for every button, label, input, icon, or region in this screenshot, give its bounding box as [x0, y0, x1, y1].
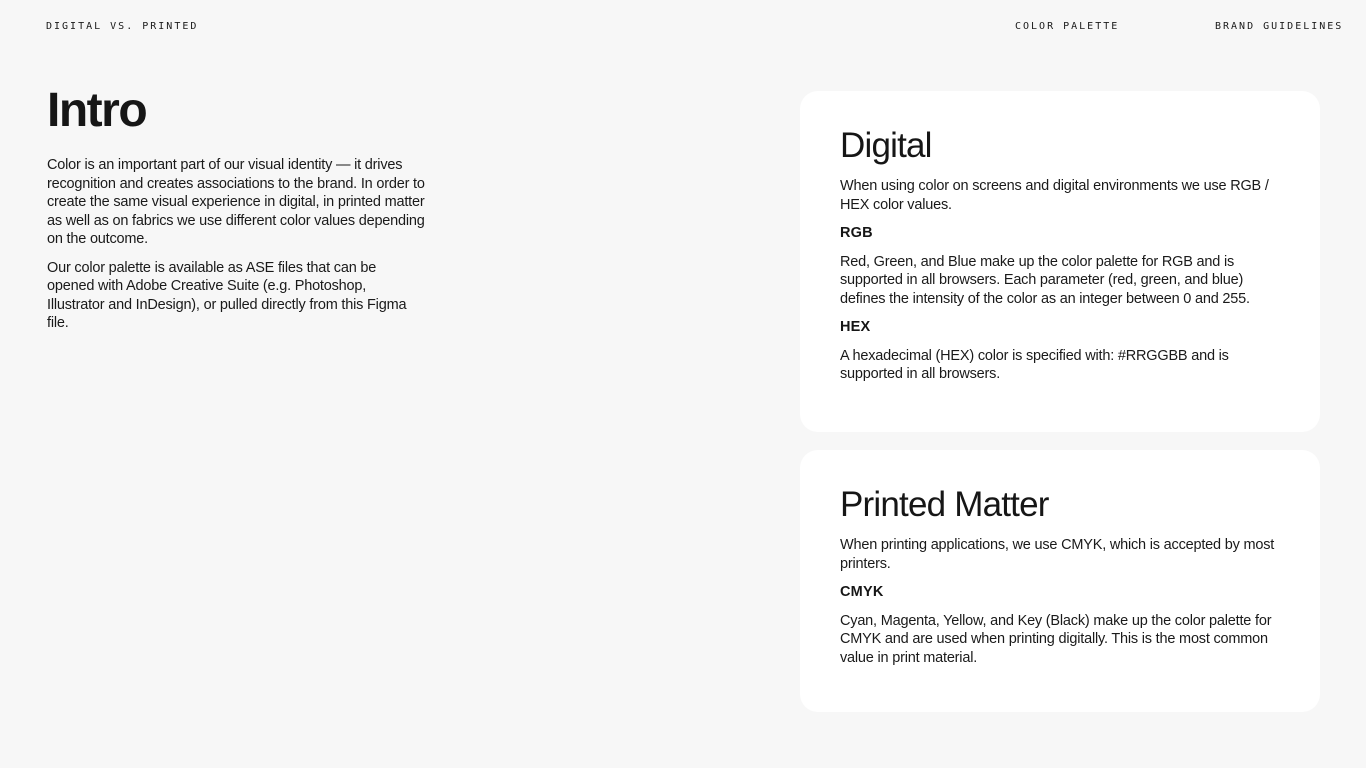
printed-title: Printed Matter — [840, 485, 1049, 524]
section-label: DIGITAL VS. PRINTED — [46, 21, 199, 32]
intro-title: Intro — [47, 84, 147, 137]
intro-paragraph-2: Our color palette is available as ASE files that can be opened with Adobe Creative Suite (e.g. Photoshop, Illustrator and InDesign), or pulled directly from this Figma file. — [47, 259, 407, 331]
intro-paragraph-1: Color is an important part of our visual identity — it drives recognition and creates associations to the brand. In order to create the same visual experience in digital, in printed matter as well as on fabrics we use different color values depending on the outcome. — [47, 157, 425, 247]
digital-title: Digital — [840, 126, 932, 165]
rgb-heading: RGB — [840, 225, 873, 241]
digital-card — [800, 91, 1320, 432]
chapter-label: COLOR PALETTE — [1015, 21, 1120, 32]
document-label: BRAND GUIDELINES — [1215, 21, 1344, 32]
cmyk-heading: CMYK — [840, 584, 884, 600]
top-bar — [0, 21, 1366, 35]
printed-matter-card — [800, 450, 1320, 712]
intro-section — [47, 80, 427, 343]
printed-description: When printing applications, we use CMYK, which is accepted by most printers. — [840, 537, 1275, 572]
hex-text: A hexadecimal (HEX) color is specified with: #RRGGBB and is supported in all browsers. — [840, 347, 1229, 382]
digital-description: When using color on screens and digital environments we use RGB / HEX color values. — [840, 178, 1269, 213]
rgb-text: Red, Green, and Blue make up the color palette for RGB and is supported in all browsers. Each parameter (red, green, and blue) defines the intensity of the color as an integer between 0 and 255. — [840, 253, 1250, 307]
cmyk-text: Cyan, Magenta, Yellow, and Key (Black) make up the color palette for CMYK and are used when printing digitally. This is the most common value in print material. — [840, 612, 1272, 666]
hex-heading: HEX — [840, 319, 871, 335]
